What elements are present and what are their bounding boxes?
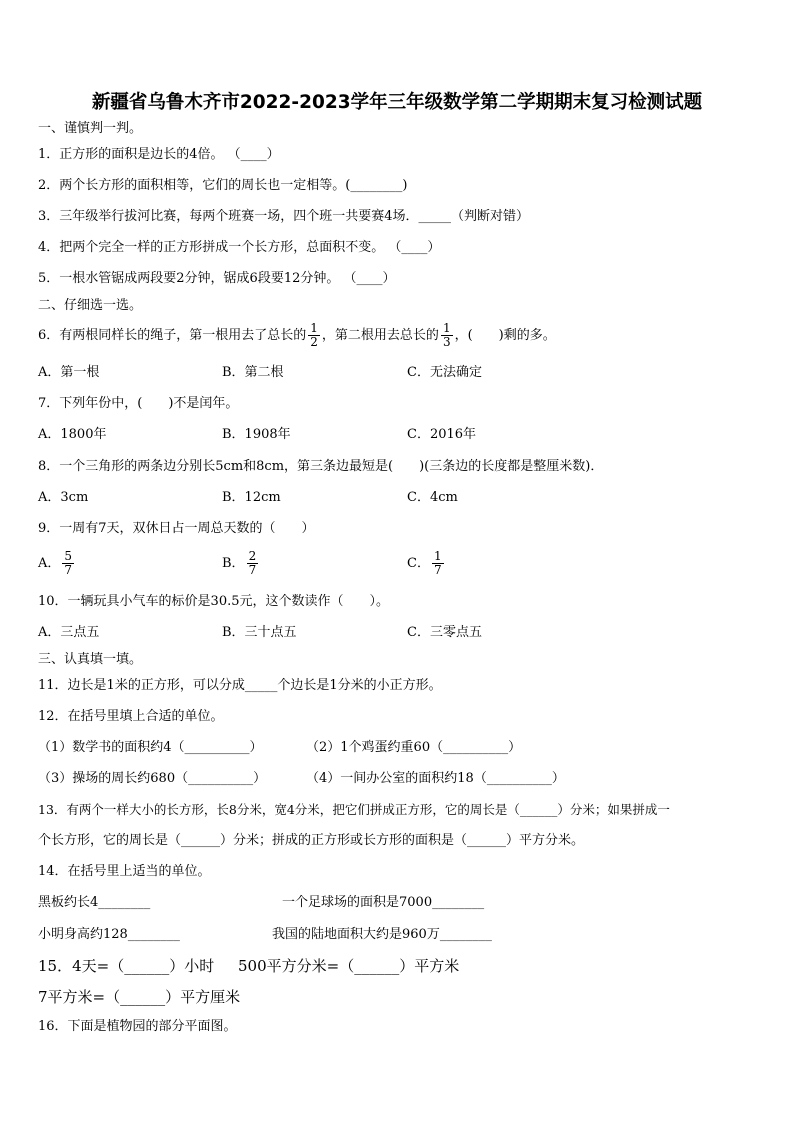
question-8-option-c: C．4cm: [407, 490, 458, 505]
option-letter: B．: [222, 556, 245, 571]
fraction-denominator: 7: [64, 563, 73, 577]
question-6: [38, 320, 556, 352]
question-8-option-a: A．3cm: [38, 490, 89, 505]
question-12-item-1: （1）数学书的面积约4（__________）: [38, 740, 263, 755]
question-15-item-1: 15．4天=（______）小时: [38, 957, 215, 975]
question-1: 1．正方形的面积是边长的4倍。 （____）: [38, 147, 280, 162]
question-12-item-2: （2）1个鸡蛋约重60（__________）: [306, 740, 522, 755]
question-6-option-a: A．第一根: [38, 365, 100, 380]
question-13-line-1: 13．有两个一样大小的长方形，长8分米，宽4分米，把它们拼成正方形，它的周长是（______）分米；如果拼成一: [38, 802, 670, 817]
question-7-option-c: C．2016年: [407, 427, 477, 442]
fraction-one-third: [441, 322, 453, 349]
fraction-one-seventh: [432, 550, 444, 577]
question-6-option-b: B．第二根: [222, 365, 284, 380]
question-7-option-b: B．1908年: [222, 427, 291, 442]
fraction-five-sevenths: [62, 550, 74, 577]
section-1-heading: 一、谨慎判一判。: [38, 121, 143, 136]
question-8: 8．一个三角形的两条边分别长5cm和8cm，第三条边最短是( )(三条边的长度都是整厘米数)．: [38, 459, 604, 474]
page-title: 新疆省乌鲁木齐市2022-2023学年三年级数学第二学期期末复习检测试题: [91, 92, 703, 113]
question-15-item-3: 7平方米=（______）平方厘米: [38, 988, 241, 1006]
question-6-text-b: ，第二根用去总长的: [321, 328, 439, 343]
fraction-denominator: 7: [433, 563, 442, 577]
question-10: 10．一辆玩具小气车的标价是30.5元，这个数读作（ ）。: [38, 594, 389, 609]
question-16: 16．下面是植物园的部分平面图。: [38, 1019, 237, 1034]
option-letter: C．: [407, 556, 430, 571]
question-14: 14．在括号里上适当的单位。: [38, 864, 211, 879]
question-13-line-2: 个长方形，它的周长是（______）分米；拼成的正方形或长方形的面积是（______）平方分米。: [38, 833, 585, 848]
question-9-option-c: [407, 547, 446, 581]
question-12-item-4: （4）一间办公室的面积约18（__________）: [306, 771, 565, 786]
question-3: 3．三年级举行拔河比赛，每两个班赛一场，四个班一共要赛4场．_____（判断对错）: [38, 209, 530, 224]
question-5: 5．一根水管锯成两段要2分钟，锯成6段要12分钟。 （____）: [38, 271, 396, 286]
question-9-option-b: [222, 547, 260, 581]
question-9: 9．一周有7天，双休日占一周总天数的（ ）: [38, 521, 315, 536]
question-8-option-b: B．12cm: [222, 490, 281, 505]
section-3-heading: 三、认真填一填。: [38, 652, 143, 667]
question-6-option-c: C．无法确定: [407, 365, 482, 380]
fraction-numerator: 2: [248, 549, 257, 563]
question-9-option-a: [38, 547, 76, 581]
fraction-numerator: 1: [442, 321, 451, 335]
question-7: 7．下列年份中，( )不是闰年。: [38, 396, 239, 411]
question-10-option-c: C．三零点五: [407, 625, 482, 640]
fraction-numerator: 1: [433, 549, 442, 563]
question-10-option-a: A．三点五: [38, 625, 100, 640]
question-14-item-3: 小明身高约128________: [38, 927, 180, 942]
question-6-text-c: ，( )剩的多。: [454, 328, 556, 343]
fraction-one-half: [308, 322, 320, 349]
question-12-item-3: （3）操场的周长约680（__________）: [38, 771, 267, 786]
fraction-numerator: 1: [310, 321, 318, 335]
question-11: 11．边长是1米的正方形，可以分成_____个边长是1分米的小正方形。: [38, 678, 442, 693]
question-14-item-4: 我国的陆地面积大约是960万________: [272, 927, 492, 942]
question-14-item-1: 黑板约长4________: [38, 895, 151, 910]
question-14-item-2: 一个足球场的面积是7000________: [282, 895, 485, 910]
fraction-numerator: 5: [64, 549, 73, 563]
question-10-option-b: B．三十点五: [222, 625, 297, 640]
question-4: 4．把两个完全一样的正方形拼成一个长方形，总面积不变。 （____）: [38, 240, 441, 255]
section-2-heading: 二、仔细选一选。: [38, 298, 143, 313]
fraction-denominator: 2: [310, 335, 318, 349]
fraction-denominator: 7: [248, 563, 257, 577]
question-2: 2．两个长方形的面积相等，它们的周长也一定相等。(________): [38, 178, 408, 193]
question-15-item-2: 500平方分米=（______）平方米: [238, 957, 460, 975]
question-6-text-a: 6．有两根同样长的绳子，第一根用去了总长的: [38, 328, 307, 343]
fraction-two-sevenths: [247, 550, 259, 577]
question-7-option-a: A．1800年: [38, 427, 107, 442]
option-letter: A．: [38, 556, 61, 571]
fraction-denominator: 3: [442, 335, 451, 349]
question-12: 12．在括号里填上合适的单位。: [38, 709, 224, 724]
